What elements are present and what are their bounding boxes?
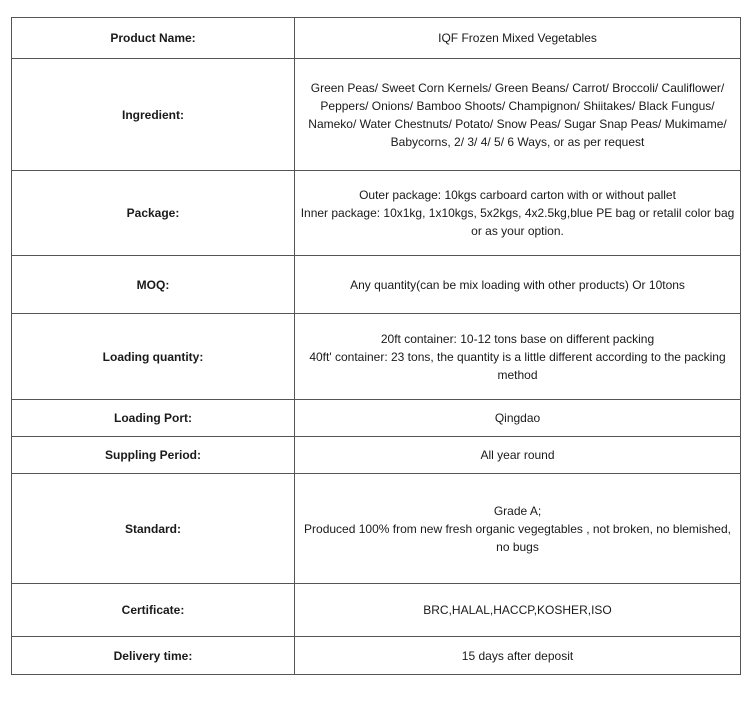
row-label-loading-quantity: Loading quantity: (12, 314, 295, 400)
row-label-ingredient: Ingredient: (12, 59, 295, 171)
row-value-ingredient (295, 59, 741, 171)
row-value-loading-quantity (295, 314, 741, 400)
value-line: BRC,HALAL,HACCP,KOSHER,ISO (423, 603, 612, 617)
row-label-certificate: Certificate: (12, 584, 295, 637)
row-label-moq: MOQ: (12, 256, 295, 314)
value-line: Inner package: 10x1kg, 1x10kgs, 5x2kgs, 4x2.5kg,blue PE bag or retalil color bag or as your option. (300, 206, 735, 238)
row-label-standard: Standard: (12, 474, 295, 584)
row-label-package: Package: (12, 171, 295, 256)
table-row (12, 314, 741, 400)
row-label-loading-port: Loading Port: (12, 400, 295, 437)
table-row (12, 437, 741, 474)
table-row (12, 59, 741, 171)
value-line: Outer package: 10kgs carboard carton with or without pallet (359, 188, 676, 202)
table-row (12, 256, 741, 314)
value-line: 20ft container: 10-12 tons base on different packing (380, 331, 655, 346)
row-label-suppling-period: Suppling Period: (12, 437, 295, 474)
value-line: 15 days after deposit (461, 648, 574, 663)
value-line: IQF Frozen Mixed Vegetables (438, 31, 597, 45)
row-value-delivery-time (295, 637, 741, 675)
table-row (12, 171, 741, 256)
value-line: Grade A; (493, 503, 542, 518)
value-line: 40ft' container: 23 tons, the quantity is a little different according to the packing method (309, 349, 726, 382)
row-value-moq (295, 256, 741, 314)
table-row (12, 584, 741, 637)
table-row (12, 400, 741, 437)
row-value-loading-port (295, 400, 741, 437)
row-value-certificate (295, 584, 741, 637)
row-value-standard (295, 474, 741, 584)
value-line: Any quantity(can be mix loading with other products) Or 10tons (350, 277, 685, 292)
row-label-product-name: Product Name: (12, 18, 295, 59)
product-spec-table (11, 17, 741, 675)
value-line: Green Peas/ Sweet Corn Kernels/ Green Beans/ Carrot/ Broccoli/ Cauliflower/ Peppers/ Onions/ Bamboo Shoots/ Champignon/ Shiitakes/ Black Fungus/ Nameko/ Water Chestnuts/ Potato/ Snow Peas/ Sugar Snap Peas/ Mukimame/ Babycorns, 2/ 3/ 4/ 5/ 6 Ways, or as per request (308, 80, 727, 149)
table-row (12, 474, 741, 584)
row-label-delivery-time: Delivery time: (12, 637, 295, 675)
row-value-product-name (295, 18, 741, 59)
row-value-package (295, 171, 741, 256)
row-value-suppling-period (295, 437, 741, 474)
table-row (12, 637, 741, 675)
value-line: Qingdao (494, 411, 541, 425)
value-line: Produced 100% from new fresh organic vegegtables , not broken, no blemished, no bugs (304, 521, 731, 554)
value-line: All year round (480, 448, 555, 462)
table-row (12, 18, 741, 59)
